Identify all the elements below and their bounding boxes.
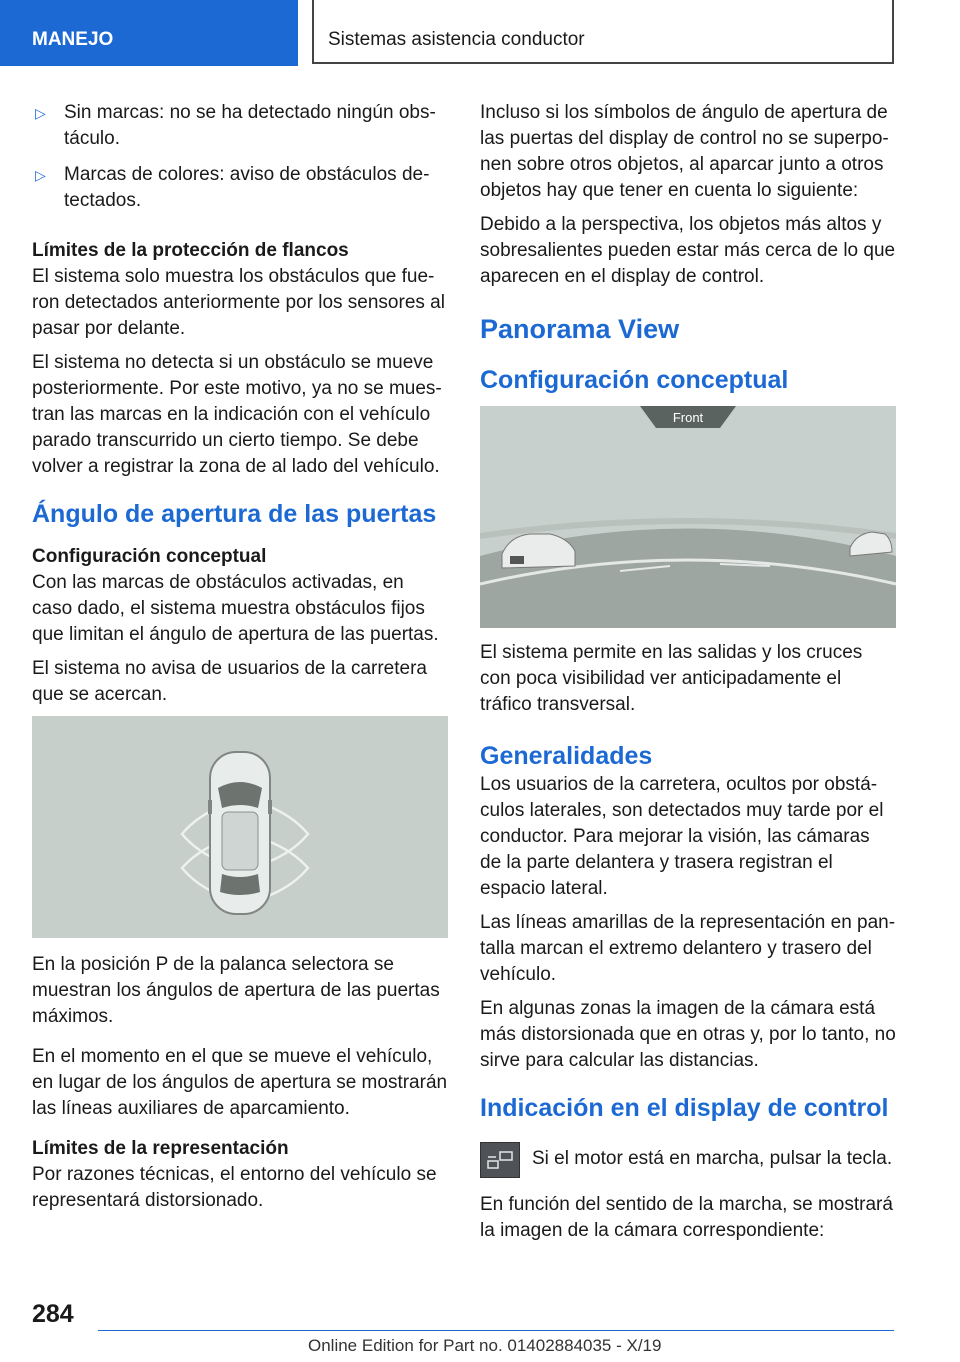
panorama-camera-figure — [480, 406, 896, 628]
door-angle-figure — [32, 716, 448, 938]
triangle-bullet-icon: ▷ — [35, 167, 46, 183]
paragraph: Por razones técnicas, el entorno del vehículo se representará distorsionado. — [32, 1164, 437, 1211]
paragraph: Los usuarios de la carretera, ocultos por obstáculos laterales, son detectados muy tarde por el conductor. Para mejorar la visión, las cámaras de la parte delantera y trasera registran el espacio lateral. — [480, 774, 884, 899]
camera-view-figure — [480, 406, 896, 628]
concept-heading: Configuración conceptual — [480, 366, 789, 394]
paragraph: Incluso si los símbolos de ángulo de apertura de las puertas del display de control no se superponen sobre otros objetos, al aparcar junto a otros objetos hay que tener en cuenta lo siguiente: — [480, 102, 889, 201]
bullet-text: Marcas de colores: aviso de obstáculos detectados. — [64, 164, 430, 211]
representation-title: Límites de la representación — [32, 1138, 289, 1159]
chapter-title: Sistemas asistencia conductor — [328, 29, 585, 50]
left-column — [32, 100, 448, 1222]
right-column — [480, 100, 896, 1252]
section-title: MANEJO — [32, 29, 114, 50]
display-heading: Indicación en el display de control — [480, 1094, 889, 1122]
paragraph: El sistema solo muestra los obstáculos que fueron detectados anteriormente por los sensores al pasar por delante. — [32, 266, 445, 339]
footer-divider — [98, 1330, 894, 1331]
car-top-view-icon — [32, 716, 448, 938]
paragraph: Las líneas amarillas de la representación en pantalla marcan el extremo delantero y trasero del vehículo. — [480, 912, 896, 985]
paragraph: El sistema permite en las salidas y los cruces con poca visibilidad ver anticipadamente el tráfico transversal. — [480, 642, 863, 715]
doors-heading: Ángulo de apertura de las puertas — [32, 500, 437, 528]
front-label: Front — [672, 410, 704, 425]
paragraph: Con las marcas de obstáculos activadas, en caso dado, el sistema muestra obstáculos fijos que limitan el ángulo de apertura de las puertas. — [32, 572, 439, 645]
paragraph: En función del sentido de la marcha, se mostrará la imagen de la cámara correspondiente: — [480, 1194, 893, 1241]
paragraph: El sistema no detecta si un obstáculo se mueve posteriormente. Por este motivo, ya no se muestran las marcas en la indicación con el vehículo parado transcurrido un cierto tiempo. Se debe volver a registrar la zona de al lado del vehículo. — [32, 352, 442, 477]
flank-title: Límites de la protección de flancos — [32, 240, 349, 261]
bullet-item — [32, 162, 448, 214]
paragraph: En algunas zonas la imagen de la cámara está más distorsionada que en otras y, por lo tanto, no sirve para calcular las distancias. — [480, 998, 896, 1071]
bullet-item — [32, 100, 448, 152]
key-instruction — [480, 1138, 896, 1178]
paragraph: En el momento en el que se mueve el vehículo, en lugar de los ángulos de apertura se mostrarán las líneas auxiliares de aparcamiento. — [32, 1046, 448, 1119]
paragraph: El sistema no avisa de usuarios de la carretera que se acercan. — [32, 658, 427, 705]
bullet-text: Sin marcas: no se ha detectado ningún obstáculo. — [64, 102, 436, 149]
general-heading: Generalidades — [480, 742, 653, 770]
paragraph: Debido a la perspectiva, los objetos más altos y sobresalientes pueden estar más cerca de lo que aparecen en el display de control. — [480, 214, 896, 287]
chapter-tab — [312, 0, 894, 64]
doors-subtitle: Configuración conceptual — [32, 546, 267, 567]
paragraph: En la posición P de la palanca selectora se muestran los ángulos de apertura de las puertas máximos. — [32, 954, 440, 1027]
section-tab — [0, 0, 298, 66]
footer-edition: Online Edition for Part no. 01402884035 - X/19 — [308, 1336, 662, 1355]
camera-key-icon — [480, 1142, 520, 1178]
triangle-bullet-icon: ▷ — [35, 105, 46, 121]
key-text: Si el motor está en marcha, pulsar la tecla. — [532, 1148, 893, 1169]
page-number: 284 — [32, 1300, 74, 1328]
panorama-heading: Panorama View — [480, 314, 680, 344]
